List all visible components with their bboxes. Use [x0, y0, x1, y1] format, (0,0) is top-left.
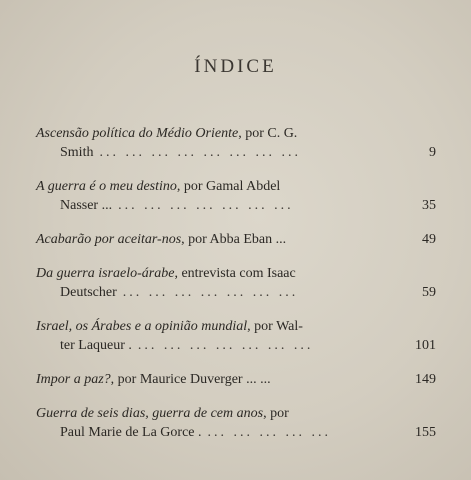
toc-entry [36, 264, 436, 302]
toc-page-number: 101 [415, 338, 436, 353]
toc-entry-leader-line [36, 143, 436, 162]
toc-entry-byline: , por C. G. [238, 126, 298, 141]
toc-page-number: 35 [422, 198, 436, 213]
toc-entry-title: Impor a paz? [36, 372, 111, 387]
toc-entry-leader-line [36, 196, 436, 215]
toc-entry-title-line [36, 124, 436, 143]
toc-entry-title: Da guerra israelo-árabe [36, 266, 175, 281]
toc-entry-title: Guerra de seis dias, guerra de cem anos [36, 406, 264, 421]
toc-entry-byline-cont: ter Laqueur . [60, 338, 132, 353]
toc-entry-title: A guerra é o meu destino [36, 179, 177, 194]
toc-entry-byline: , por [263, 406, 289, 421]
toc-entry-leader-line [36, 370, 436, 389]
toc-entry-leader-line [36, 423, 436, 442]
toc-leaders: ... ... ... ... ... [207, 425, 331, 440]
toc-entry-title-line [36, 404, 436, 423]
toc-entry [36, 124, 436, 162]
toc-leaders: ... ... ... ... ... ... ... ... [99, 145, 301, 160]
toc-entry-title: Israel, os Árabes e a opinião mundial [36, 319, 248, 334]
toc-entry-leader-line [36, 283, 436, 302]
toc-entry-byline: , por Abba Eban ... [181, 232, 287, 247]
toc-entry-leader-line [36, 336, 436, 355]
toc-page-number: 59 [422, 285, 436, 300]
toc-entry-title-line [36, 317, 436, 336]
toc-entry [36, 370, 436, 389]
toc-entry-byline: , por Wal- [247, 319, 303, 334]
toc-page-number: 9 [429, 145, 436, 160]
toc-leaders: ... ... ... ... ... ... ... [137, 338, 314, 353]
toc-page-number: 49 [422, 232, 436, 247]
toc-entry-byline: , entrevista com Isaac [174, 266, 296, 281]
toc-entry-byline-cont: Deutscher [60, 285, 117, 300]
toc-entry-byline-cont: Paul Marie de La Gorce . [60, 425, 202, 440]
toc-entry-title-line [36, 264, 436, 283]
toc-entry-byline-cont: Nasser ... [60, 198, 113, 213]
toc-entry [36, 404, 436, 442]
toc-page-number: 149 [415, 372, 436, 387]
toc-entry-title: Acabarão por aceitar-nos [36, 232, 182, 247]
toc-page-number: 155 [415, 425, 436, 440]
toc-entry [36, 317, 436, 355]
toc-entry [36, 177, 436, 215]
toc-entry-leader-line [36, 230, 436, 249]
toc-entry-byline: , por Maurice Duverger ... ... [110, 372, 271, 387]
toc-leaders: ... ... ... ... ... ... ... [122, 285, 299, 300]
toc-entry-byline: , por Gamal Abdel [176, 179, 281, 194]
toc-entry-title-line [36, 177, 436, 196]
toc-entry-byline-cont: Smith [60, 145, 94, 160]
toc-leaders: ... ... ... ... ... ... ... [118, 198, 294, 213]
toc-entry-title: Ascensão política do Médio Oriente [36, 126, 239, 141]
page-title: ÍNDICE [194, 56, 277, 77]
toc-entry [36, 230, 436, 249]
